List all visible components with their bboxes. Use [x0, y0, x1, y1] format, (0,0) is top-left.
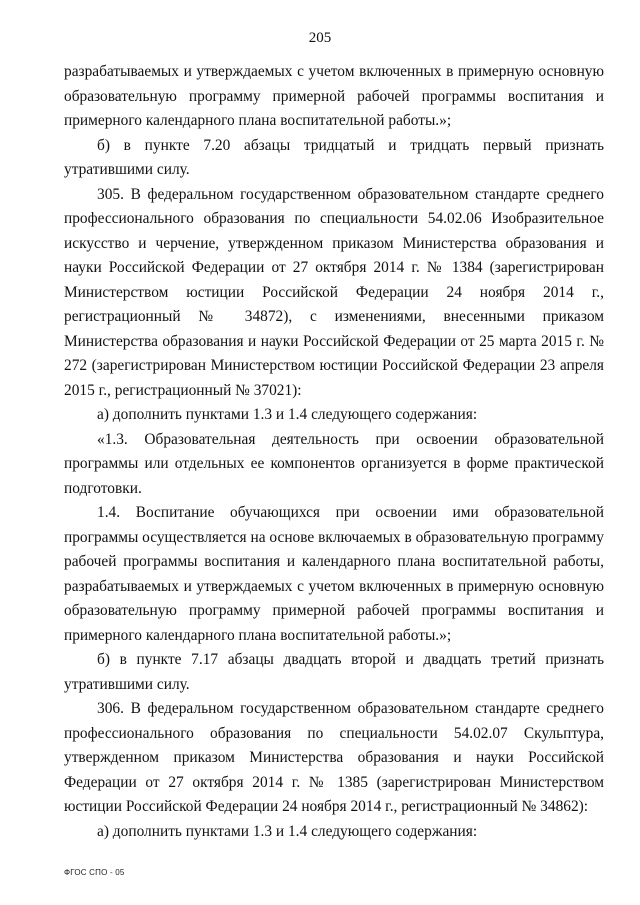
paragraph-306: 306. В федеральном государственном образовательном стандарте среднего профессионального образования по специальности 54.02.07 Скульптура, утвержденном приказом Министерства образования и науки Российской Федерации от 27 октября 2014 г. № 1385 (зарегистрирован Министерством юстиции Российской Федерации 24 ноября 2014 г., регистрационный № 34862):: [64, 700, 604, 815]
paragraph-305: 305. В федеральном государственном образовательном стандарте среднего профессионального образования по специальности 54.02.06 Изобразительное искусство и черчение, утвержденном приказом Министерства образования и науки Российской Федерации от 27 октября 2014 г. № 1384 (зарегистрирован Министерством юстиции Российской Федерации 24 ноября 2014 г., регистрационный № 34872), с изменениями, внесенными приказом Министерства образования и науки Российской Федерации от 25 марта 2015 г. № 272 (зарегистрирован Министерством юстиции Российской Федерации 23 апреля 2015 г., регистрационный № 37021):: [64, 185, 604, 399]
paragraph-item-a-306: а) дополнить пунктами 1.3 и 1.4 следующего содержания:: [97, 822, 478, 840]
footer-code: ФГОС СПО - 05: [64, 868, 125, 877]
document-body: [64, 60, 604, 844]
paragraph-item-a-305: а) дополнить пунктами 1.3 и 1.4 следующего содержания:: [97, 406, 478, 423]
page-number: 205: [308, 30, 332, 46]
paragraph-item-b-7-17: б) в пункте 7.17 абзацы двадцать второй и двадцать третий признать утратившими силу.: [64, 651, 604, 693]
paragraph-1-4: 1.4. Воспитание обучающихся при освоении ими образовательной программы осуществляется на основе включаемых в образовательную программу рабочей программы воспитания и календарного плана воспитательной работы, разрабатываемых и утверждаемых с учетом включенных в примерную основную образовательную программу примерной рабочей программы воспитания и примерного календарного плана воспитательной работы.»;: [64, 504, 604, 644]
paragraph-1-3: «1.3. Образовательная деятельность при освоении образовательной программы или отдельных ее компонентов организуется в форме практической подготовки.: [64, 430, 604, 497]
paragraph-continuation: разрабатываемых и утверждаемых с учетом включенных в примерную основную образовательную программу примерной рабочей программы воспитания и примерного календарного плана воспитательной работы.»;: [64, 63, 604, 129]
paragraph-item-b-7-20: б) в пункте 7.20 абзацы тридцатый и тридцать первый признать утратившими силу.: [64, 136, 604, 178]
